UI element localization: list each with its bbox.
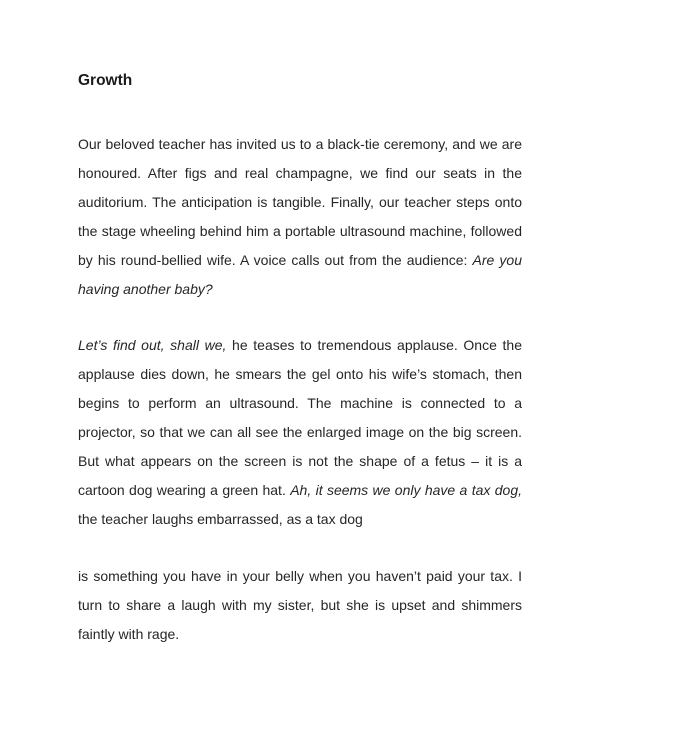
paragraph-2-italic-quote: Ah, it seems we only have a tax dog, (290, 482, 522, 498)
paragraph-2-italic-opening: Let’s find out, shall we, (78, 337, 227, 353)
paragraph-2-text-end: the teacher laughs embarrassed, as a tax dog (78, 511, 363, 527)
paragraph-1-italic-quote: Are you having another baby? (78, 252, 522, 297)
paragraph-2 (78, 331, 522, 534)
paragraph-3 (78, 562, 522, 649)
page-title: Growth (78, 72, 133, 89)
paragraph-2-text-middle: he teases to tremendous applause. Once the applause dies down, he smears the gel onto his wife’s stomach, then begins to perform an ultrasound. The machine is connected to a projector, so that we can all see the enlarged image on the big screen. But what appears on the screen is not the shape of a fetus – it is a cartoon dog wearing a green hat. (78, 337, 522, 498)
paragraph-1-text: Our beloved teacher has invited us to a black-tie ceremony, and we are honoured. After figs and real champagne, we find our seats in the auditorium. The anticipation is tangible. Finally, our teacher steps onto the stage wheeling behind him a portable ultrasound machine, followed by his round-bellied wife. A voice calls out from the audience: (78, 136, 522, 268)
paragraph-1 (78, 130, 522, 304)
paragraph-3-text: is something you have in your belly when you haven’t paid your tax. I turn to share a laugh with my sister, but she is upset and shimmers faintly with rage. (78, 568, 522, 642)
